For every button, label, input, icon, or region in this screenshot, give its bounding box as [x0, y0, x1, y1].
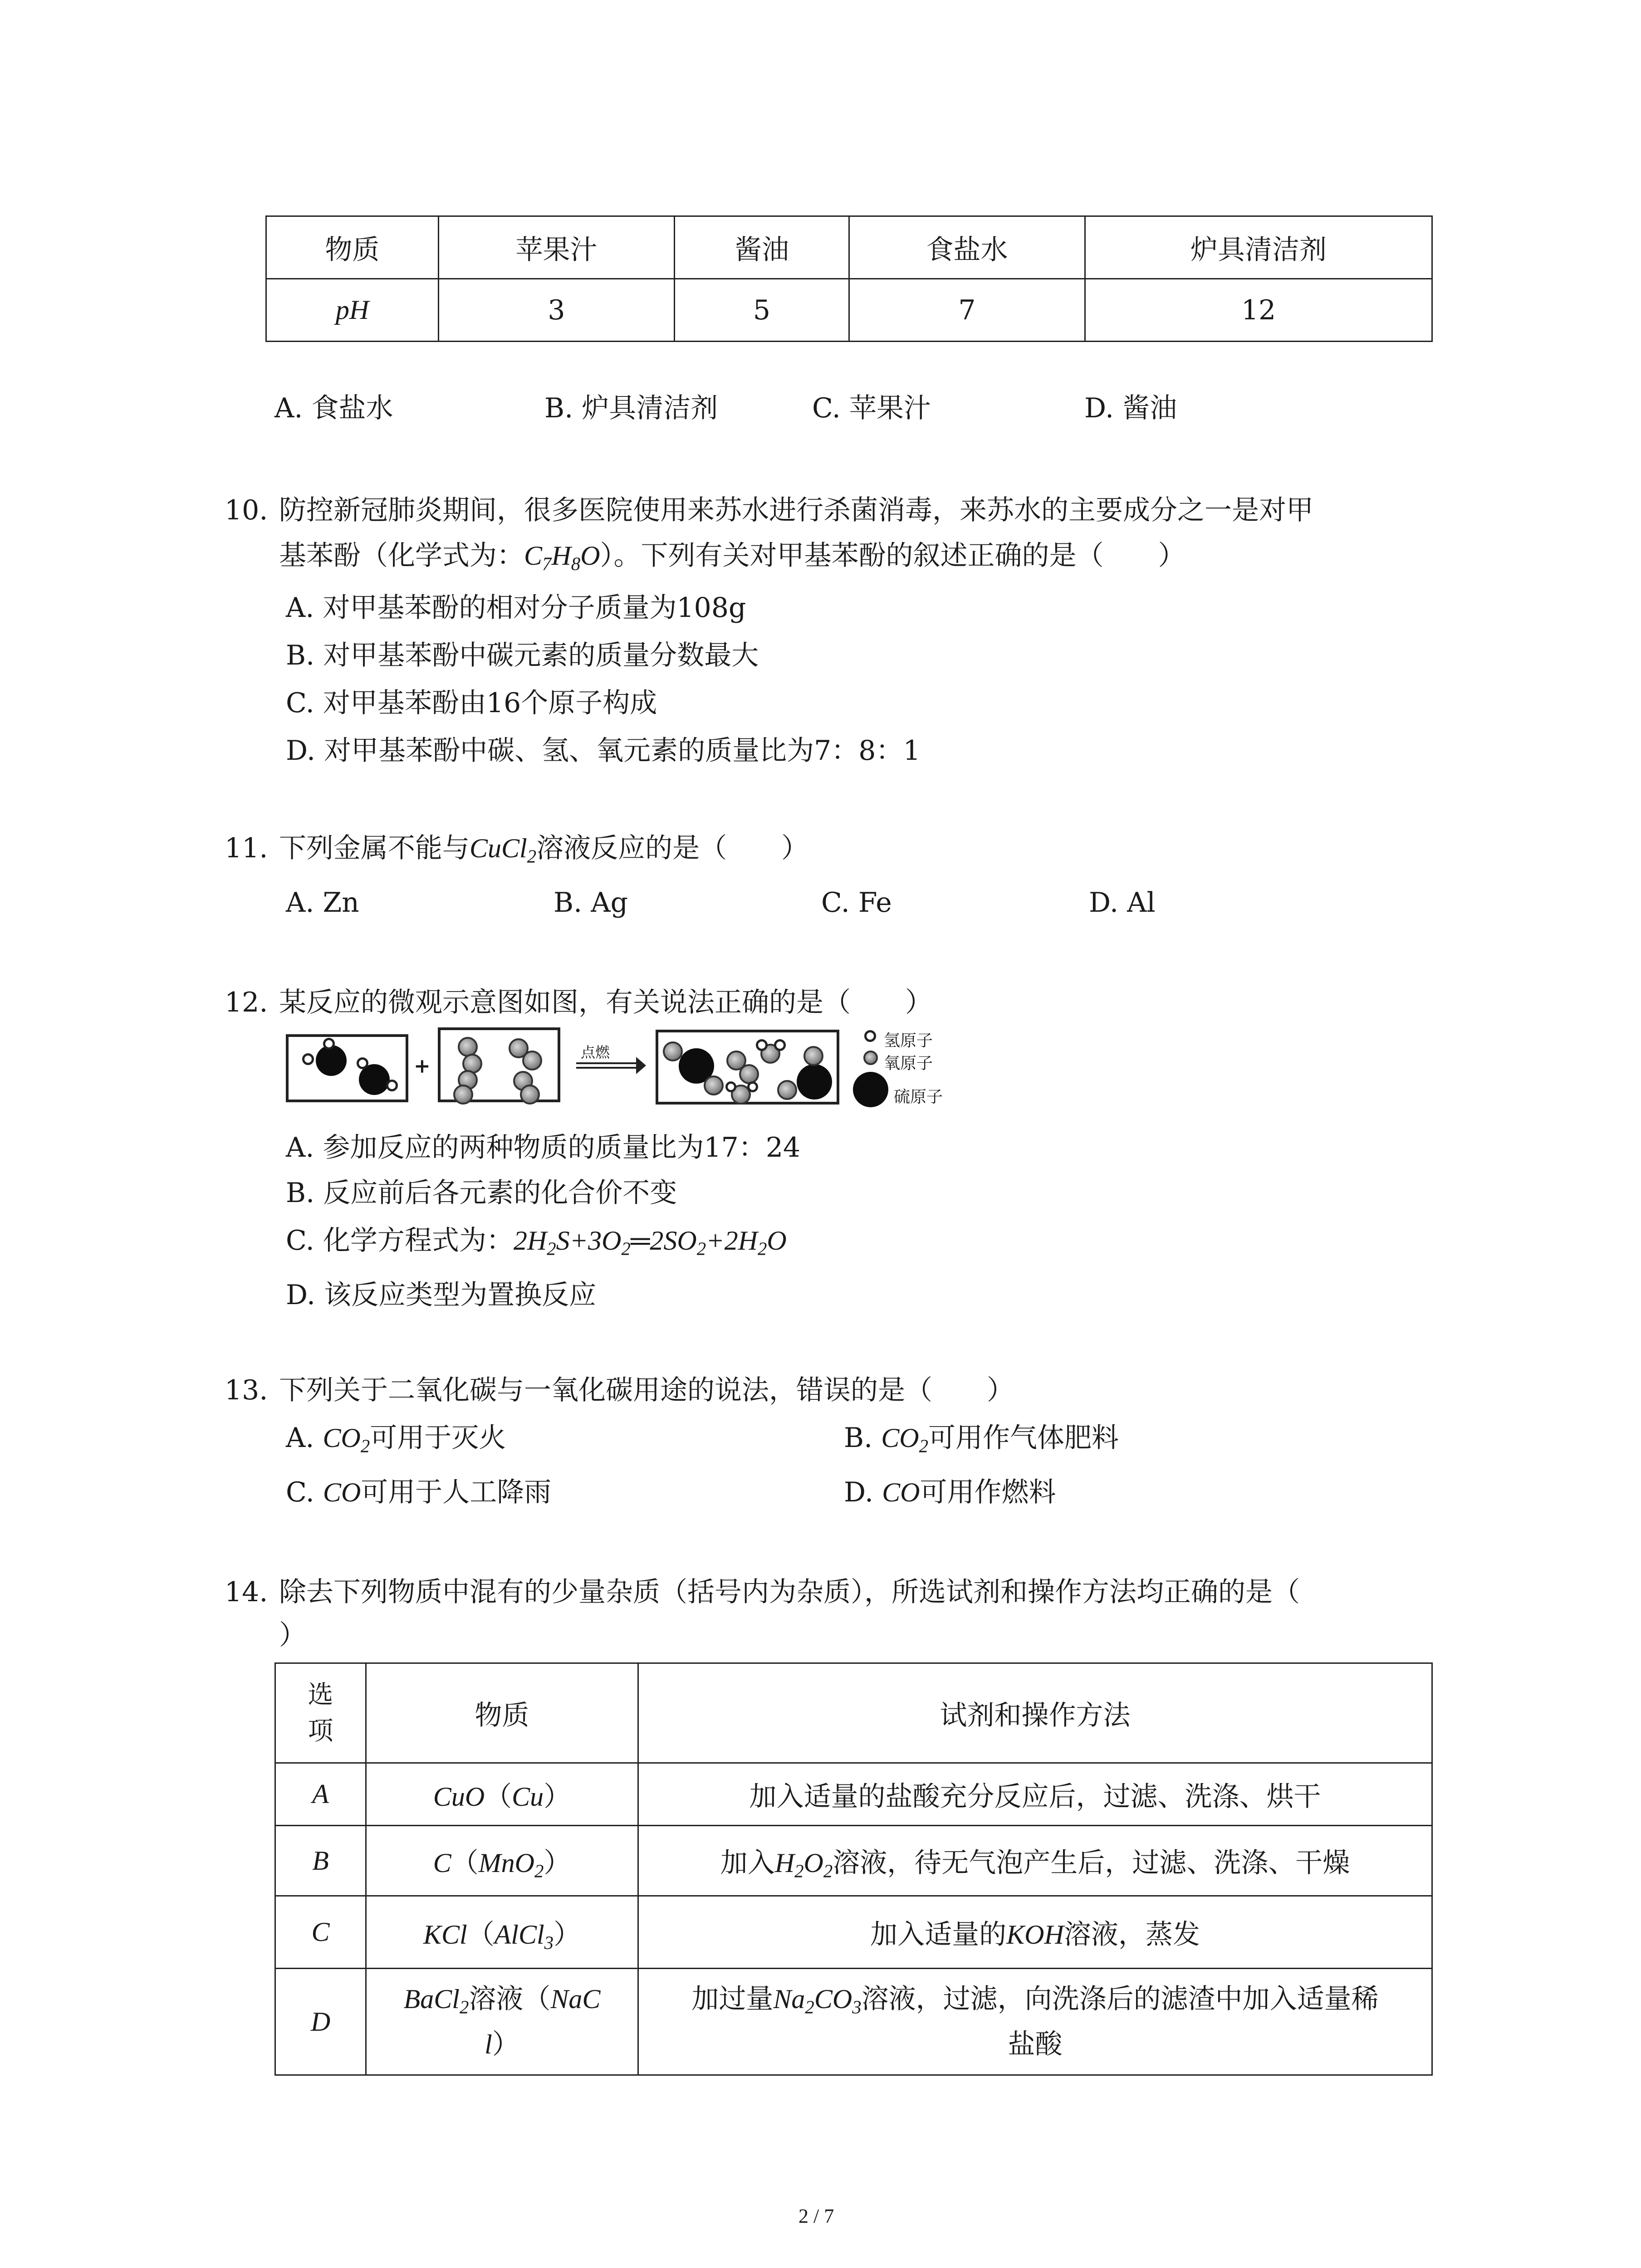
q14-header-method: 试剂和操作方法 [638, 1663, 1432, 1763]
sulfur-atom [797, 1064, 832, 1100]
ph-value: 3 [439, 279, 675, 342]
q14-stem-line2: ） [279, 1619, 306, 1651]
q10-formula: $C_7H_8O$ [524, 541, 600, 574]
oxygen-atom [522, 1051, 542, 1070]
q9-option-a: A. 食盐水 [274, 392, 393, 424]
q14-substance: KCl（AlCl$_3$） [366, 1896, 638, 1969]
arrow-label: 点燃 [581, 1044, 610, 1061]
q9-option-d: D. 酱油 [1084, 392, 1177, 424]
product-box [656, 1030, 839, 1105]
q12-option-a: A. 参加反应的两种物质的质量比为17：24 [286, 1132, 801, 1163]
q14-method: 加入适量的盐酸充分反应后，过滤、洗涤、烘干 [638, 1763, 1432, 1826]
q12-option-d: D. 该反应类型为置换反应 [286, 1279, 597, 1311]
q14-header-option: 选 项 [275, 1663, 366, 1763]
q12-number: 12. [225, 987, 268, 1018]
sulfur-atom-legend-icon [853, 1072, 888, 1107]
legend-sulfur: 硫原子 [894, 1088, 943, 1106]
q14-substance: CuO（Cu） [366, 1763, 638, 1826]
oxygen-atom [777, 1080, 797, 1100]
q14-substance: C（MnO$_2$） [366, 1826, 638, 1896]
q12-option-b: B. 反应前后各元素的化合价不变 [286, 1177, 677, 1209]
q14-method: 加入$H_2O_2$溶液，待无气泡产生后，过滤、洗涤、干燥 [638, 1826, 1432, 1896]
ph-table-header: 物质 [266, 216, 439, 279]
hydrogen-atom [774, 1039, 786, 1051]
reactant-box-o2 [438, 1027, 560, 1102]
q10-number: 10. [225, 494, 268, 526]
legend-oxygen: 氧原子 [884, 1054, 933, 1073]
oxygen-atom-legend-icon [863, 1051, 878, 1065]
hydrogen-atom [302, 1053, 314, 1065]
q14-method: 加入适量的KOH溶液，蒸发 [638, 1896, 1432, 1969]
ph-row-label: pH [266, 279, 439, 342]
arrow-shaft [576, 1062, 640, 1064]
q10-option-d: D. 对甲基苯酚中碳、氢、氧元素的质量比为7：8：1 [286, 735, 921, 767]
table-row [275, 1896, 1432, 1969]
q13-option-a: A. $CO_2$可用于灭火 [286, 1422, 506, 1457]
q11-option-c: C. Fe [821, 887, 892, 919]
q9-option-b: B. 炉具清洁剂 [544, 392, 718, 424]
q14-row-label: D [275, 1969, 366, 2075]
oxygen-atom [803, 1046, 823, 1066]
q14-row-label: A [275, 1763, 366, 1826]
q10-stem-line2: 基苯酚（化学式为：$C_7H_8O$）。下列有关对甲基苯酚的叙述正确的是（ ） [279, 540, 1185, 574]
q14-header-substance: 物质 [366, 1663, 638, 1763]
q13-option-c: C. CO可用于人工降雨 [286, 1476, 552, 1508]
q10-option-c: C. 对甲基苯酚由16个原子构成 [286, 687, 657, 719]
q11-number: 11. [225, 832, 268, 864]
q14-method: 加过量$Na_2CO_3$溶液，过滤，向洗涤后的滤渣中加入适量稀 盐酸 [638, 1969, 1432, 2075]
q10-option-a: A. 对甲基苯酚的相对分子质量为108g [286, 592, 746, 624]
page-number: 2 / 7 [798, 2205, 834, 2227]
hydrogen-atom [386, 1080, 398, 1091]
q12-stem: 某反应的微观示意图如图，有关说法正确的是（ ） [279, 987, 932, 1018]
plus-sign: + [414, 1055, 431, 1078]
arrow-shaft [576, 1067, 640, 1069]
q14-table [274, 1662, 1433, 2076]
hydrogen-atom [323, 1038, 335, 1050]
oxygen-atom [520, 1085, 540, 1105]
oxygen-atom [453, 1085, 473, 1105]
ph-table [265, 215, 1433, 342]
q14-row-label: C [275, 1896, 366, 1969]
q14-row-label: B [275, 1826, 366, 1896]
oxygen-atom [739, 1064, 759, 1084]
ph-value: 12 [1085, 279, 1432, 342]
reactant-box-h2s [286, 1034, 408, 1102]
ph-table-header: 苹果汁 [439, 216, 675, 279]
hydrogen-atom-legend-icon [864, 1030, 876, 1042]
ph-value: 5 [675, 279, 849, 342]
q10-stem-line1: 防控新冠肺炎期间，很多医院使用来苏水进行杀菌消毒，来苏水的主要成分之一是对甲 [279, 494, 1313, 526]
q11-option-a: A. Zn [286, 887, 359, 919]
q14-stem-line1: 除去下列物质中混有的少量杂质（括号内为杂质），所选试剂和操作方法均正确的是（ [279, 1576, 1300, 1608]
ph-table-header: 炉具清洁剂 [1085, 216, 1432, 279]
hydrogen-atom [357, 1057, 368, 1069]
q12-option-c: C. 化学方程式为：$2H_2S+3O_2═2SO_2+2H_2O$ [286, 1225, 787, 1259]
ph-table-header: 食盐水 [849, 216, 1085, 279]
q9-option-c: C. 苹果汁 [812, 392, 931, 424]
sulfur-atom [316, 1045, 347, 1076]
q13-option-b: B. $CO_2$可用作气体肥料 [844, 1422, 1119, 1457]
q14-substance: BaCl$_2$溶液（NaC l） [366, 1969, 638, 2075]
table-row [275, 1763, 1432, 1826]
legend-hydrogen: 氢原子 [884, 1031, 933, 1050]
q13-number: 13. [225, 1374, 268, 1406]
q10-option-b: B. 对甲基苯酚中碳元素的质量分数最大 [286, 640, 759, 671]
oxygen-atom [663, 1041, 683, 1061]
q14-number: 14. [225, 1576, 268, 1608]
hydrogen-atom [725, 1081, 736, 1092]
ph-value: 7 [849, 279, 1085, 342]
ph-table-header: 酱油 [675, 216, 849, 279]
q11-option-d: D. Al [1089, 887, 1156, 919]
q11-option-b: B. Ag [554, 887, 628, 919]
q13-stem: 下列关于二氧化碳与一氧化碳用途的说法，错误的是（ ） [279, 1374, 1014, 1406]
q11-stem: 下列金属不能与CuCl$_2$溶液反应的是（ ） [279, 832, 809, 867]
table-row [275, 1826, 1432, 1896]
oxygen-atom [704, 1075, 724, 1095]
hydrogen-atom [756, 1039, 768, 1051]
hydrogen-atom [747, 1081, 758, 1092]
table-row [275, 1969, 1432, 2075]
q13-option-d: D. CO可用作燃料 [844, 1476, 1056, 1508]
arrow-head-icon [636, 1057, 646, 1074]
